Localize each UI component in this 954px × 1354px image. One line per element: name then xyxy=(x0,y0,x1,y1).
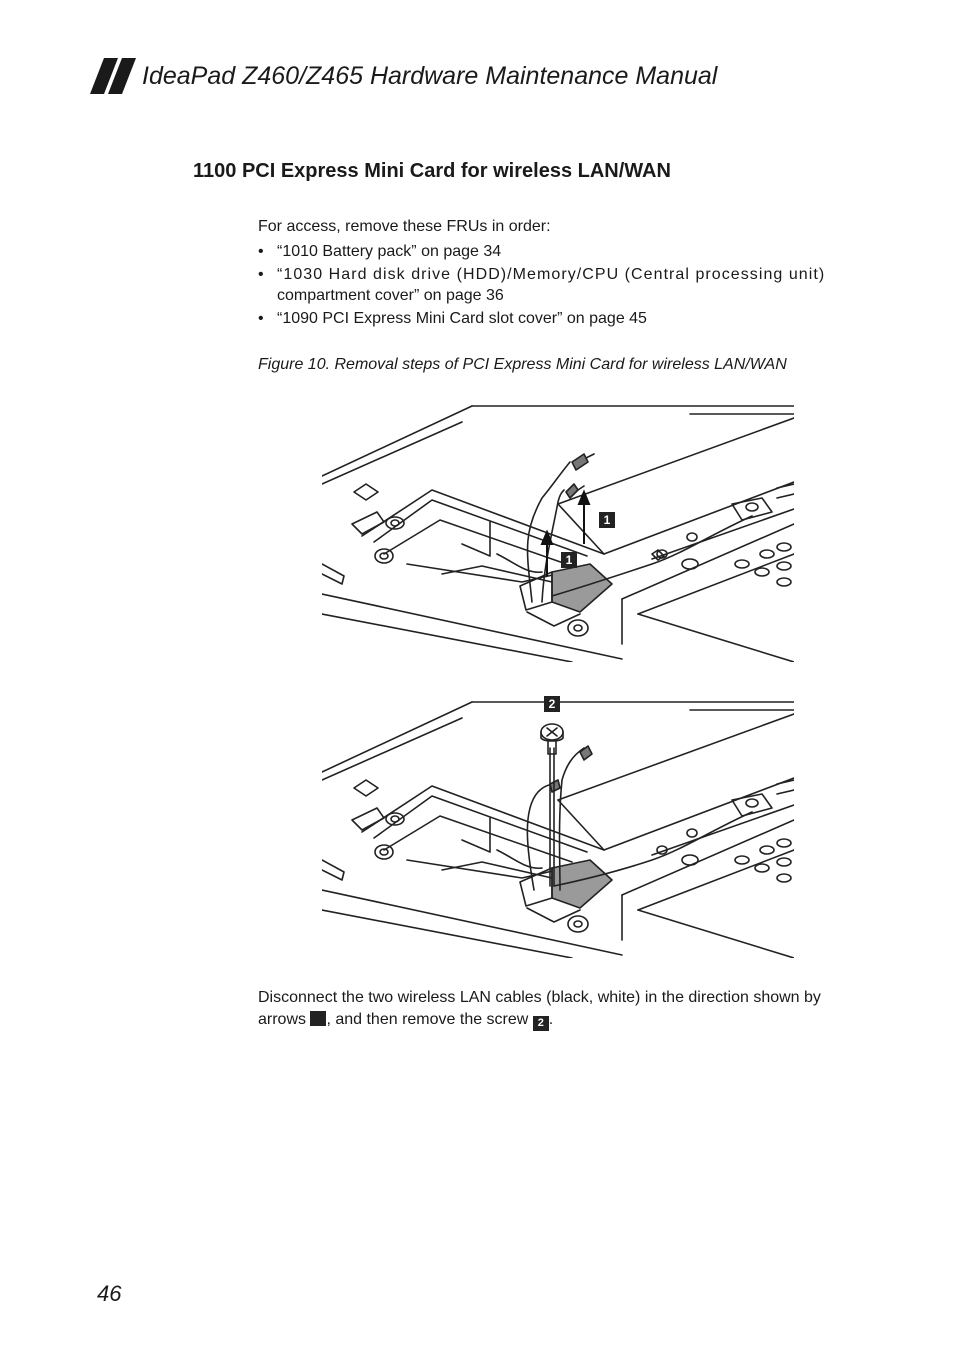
page-header xyxy=(90,58,850,98)
list-item xyxy=(258,308,858,329)
callout-step-1: 1 xyxy=(561,552,577,568)
list-item xyxy=(258,264,858,306)
figure-step-2-illustration xyxy=(322,697,794,958)
figure-caption: Figure 10. Removal steps of PCI Express Mini Card for wireless LAN/WAN xyxy=(258,356,787,373)
step-1-marker xyxy=(310,1011,326,1026)
laptop-interior-drawing xyxy=(322,700,794,958)
step-2-marker: 2 xyxy=(533,1016,549,1031)
list-item-text: “1090 PCI Express Mini Card slot cover” on page 45 xyxy=(277,310,647,327)
bullet-icon: • xyxy=(258,310,264,327)
bullet-icon: • xyxy=(258,243,264,260)
list-item-text: “1030 Hard disk drive (HDD)/Memory/CPU (Central processing unit) xyxy=(277,266,826,283)
list-item-text-continued: compartment cover” on page 36 xyxy=(277,287,504,304)
instruction-paragraph xyxy=(258,987,868,1031)
instruction-text: . xyxy=(548,1011,554,1028)
figure-step-1-illustration xyxy=(322,404,794,662)
section-title: 1100 PCI Express Mini Card for wireless LAN/WAN xyxy=(193,160,671,182)
intro-text: For access, remove these FRUs in order: xyxy=(258,218,551,235)
instruction-text: , and then remove the screw xyxy=(326,1011,533,1028)
instruction-text: Disconnect the two wireless LAN cables (black, white) in the direction shown by arrows xyxy=(258,989,821,1028)
callout-step-1: 1 xyxy=(599,512,615,528)
bullet-icon: • xyxy=(258,266,265,283)
fru-list xyxy=(258,241,858,331)
list-item xyxy=(258,241,858,262)
page-number: 46 xyxy=(97,1281,122,1306)
callout-step-2: 2 xyxy=(544,696,560,712)
list-item-text: “1010 Battery pack” on page 34 xyxy=(277,243,502,260)
header-slash-logo-icon xyxy=(90,58,136,94)
manual-title: IdeaPad Z460/Z465 Hardware Maintenance Manual xyxy=(142,62,718,90)
laptop-interior-drawing xyxy=(322,404,794,662)
